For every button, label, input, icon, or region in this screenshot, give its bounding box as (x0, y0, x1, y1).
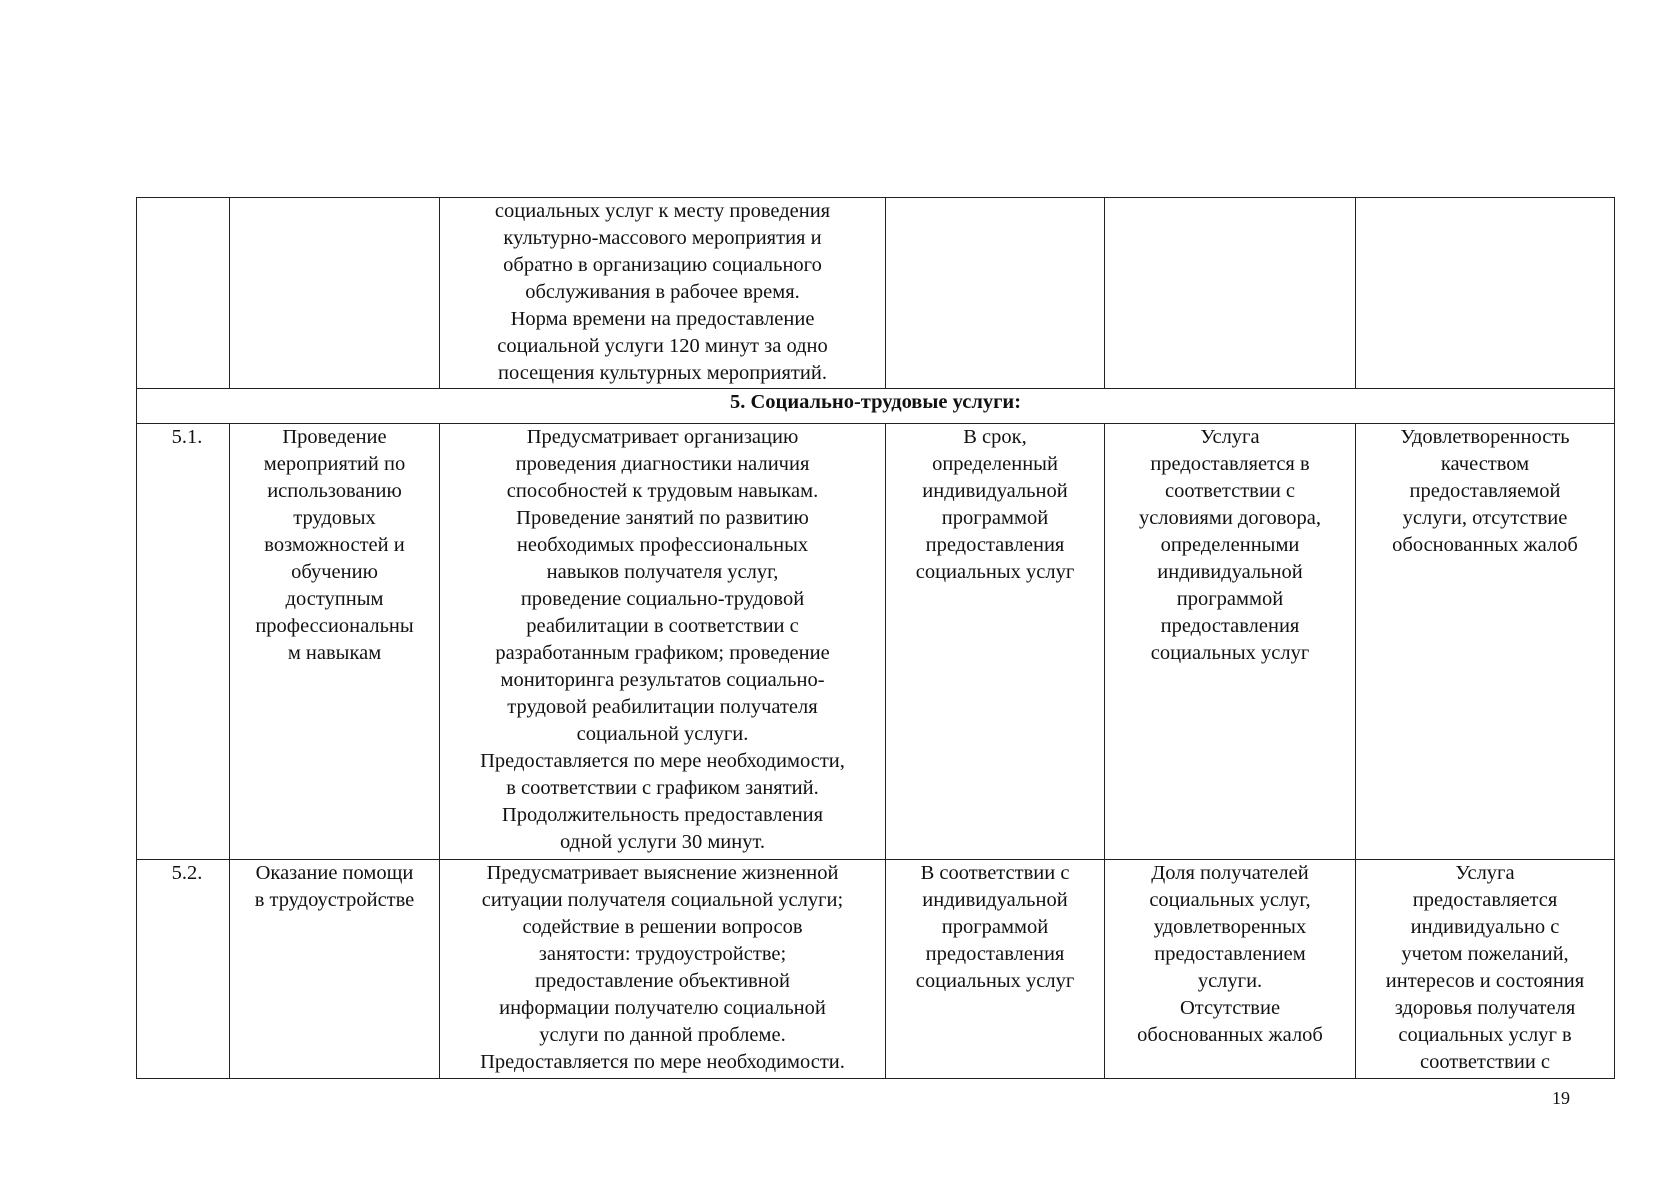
service-term: В соответствии с индивидуальной программой предоставления социальных услуг (886, 860, 1105, 1079)
service-quality: Удовлетворенность качеством предоставляемой услуги, отсутствие обоснованных жалоб (1356, 424, 1615, 860)
quality-cell (1356, 198, 1615, 389)
continued-description: социальных услуг к месту проведения культурно-массового мероприятия и обратно в организацию социального обслуживания в рабочее время. Норма времени на предоставление социальной услуги 120 минут за одно посещения культурных мероприятий. (494, 200, 831, 384)
section-header-row (137, 389, 1615, 424)
service-conditions: Услуга предоставляется в соответствии с условиями договора, определенными индивидуальной программой предоставления социальных услуг (1105, 424, 1356, 860)
page-number: 19 (1552, 1088, 1570, 1108)
service-term: В срок, определенный индивидуальной программой предоставления социальных услуг (886, 424, 1105, 860)
row-number: 5.1. (137, 424, 230, 860)
table-row (137, 860, 1615, 1079)
conditions-cell (1105, 198, 1356, 389)
service-description: Предусматривает выяснение жизненной ситуации получателя социальной услуги; содействие в решении вопросов занятости: трудоустройстве; предоставление объективной информации получателю социальной услуги по данной проблеме. Предоставляется по мере необходимости. (440, 860, 886, 1079)
service-description: Предусматривает организацию проведения диагностики наличия способностей к трудовым навыкам. Проведение занятий по развитию необходимых профессиональных навыков получателя услуг, проведение социально-трудовой реабилитации в соответствии с разработанным графиком; проведение мониторинга результатов социально- трудовой реабилитации получателя социальной услуги. Предоставляется по мере необходимости, в соответствии с графиком занятий. Продолжительность предоставления одной услуги 30 минут. (440, 424, 886, 860)
service-quality: Услуга предоставляется индивидуально с учетом пожеланий, интересов и состояния здоровья получателя социальных услуг в соответствии с (1356, 860, 1615, 1079)
description-cell (440, 198, 886, 389)
term-cell (886, 198, 1105, 389)
num-cell (137, 198, 230, 389)
service-name: Проведение мероприятий по использованию трудовых возможностей и обучению доступным профессиональны м навыкам (230, 424, 440, 860)
service-conditions: Доля получателей социальных услуг, удовлетворенных предоставлением услуги. Отсутствие обоснованных жалоб (1105, 860, 1356, 1079)
service-name: Оказание помощи в трудоустройстве (230, 860, 440, 1079)
row-number: 5.2. (137, 860, 230, 1079)
section-title: 5. Социально-трудовые услуги: (137, 389, 1615, 424)
services-table (136, 197, 1615, 1079)
name-cell (230, 198, 440, 389)
table-row-continued (137, 198, 1615, 389)
table-row (137, 424, 1615, 860)
